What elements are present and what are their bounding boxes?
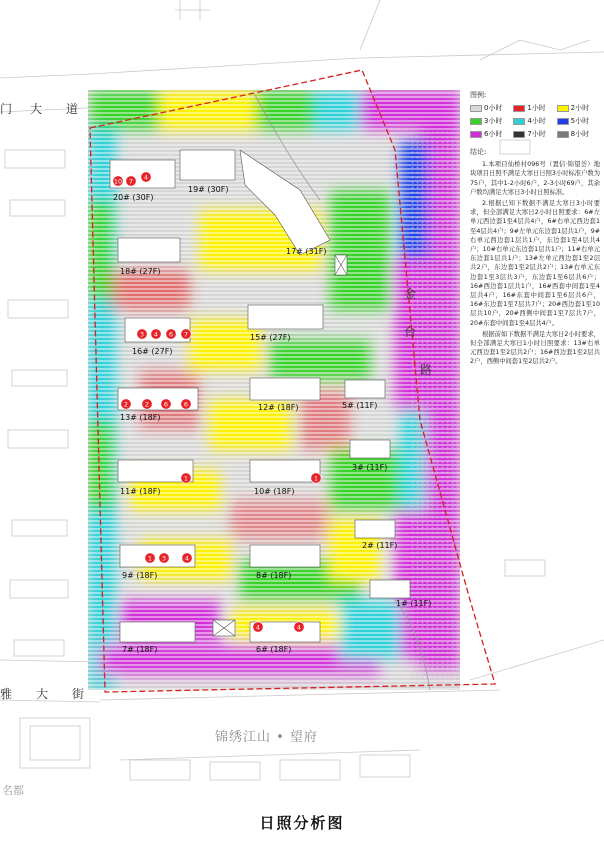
building-label-10: 10# (18F): [254, 487, 295, 496]
marker-b10-0: [311, 473, 321, 483]
marker-b6-1: [294, 622, 304, 632]
marker-b20-1: [126, 176, 136, 186]
road-bottom-1: 雅: [0, 687, 13, 701]
legend-item-4h: 4小时: [513, 116, 554, 126]
building-label-18: 18# (27F): [120, 267, 161, 276]
building-label-17: 17# (31F): [286, 247, 327, 256]
building-label-5: 5# (11F): [342, 401, 378, 410]
road-top-left-2: 道: [66, 102, 79, 116]
legend-swatch-3h: [470, 118, 482, 125]
legend-item-2h: 2小时: [557, 103, 598, 113]
road-right-1: 金: [404, 287, 417, 301]
building-label-19: 19# (30F): [188, 185, 229, 194]
svg-text:7: 7: [128, 177, 134, 186]
legend-swatch-4h: [513, 118, 525, 125]
svg-text:2: 2: [144, 400, 150, 409]
legend-title: 图例:: [470, 91, 487, 99]
svg-text:2: 2: [123, 400, 129, 409]
building-label-9: 9# (18F): [122, 571, 158, 580]
building-label-20: 20# (30F): [113, 193, 154, 202]
legend-item-1h: 1小时: [513, 103, 554, 113]
svg-text:1: 1: [183, 474, 189, 483]
svg-text:4: 4: [255, 623, 261, 632]
legend-swatch-5h: [557, 118, 569, 125]
legend-swatch-2h: [557, 105, 569, 112]
building-label-6: 6# (18F): [256, 645, 292, 654]
building-label-3: 3# (11F): [352, 463, 388, 472]
marker-b13-2: [161, 399, 171, 409]
marker-b16-0: [137, 329, 147, 339]
building-label-8: 8# (18F): [256, 571, 292, 580]
building-label-16: 16# (27F): [132, 347, 173, 356]
road-right-2: 台: [404, 325, 417, 339]
marker-b9-1: [159, 553, 169, 563]
legend-item-7h: 7小时: [513, 129, 554, 139]
building-label-15: 15# (27F): [250, 333, 291, 342]
building-label-13: 13# (18F): [120, 413, 161, 422]
building-label-7: 7# (18F): [122, 645, 158, 654]
conclusion-notes: [470, 148, 600, 369]
svg-text:4: 4: [153, 330, 159, 339]
svg-text:7: 7: [183, 330, 189, 339]
marker-b13-3: [181, 399, 191, 409]
building-label-1: 1# (11F): [396, 599, 432, 608]
building-label-12: 12# (18F): [258, 403, 299, 412]
svg-text:4: 4: [143, 173, 149, 182]
marker-b16-1: [151, 329, 161, 339]
svg-text:4: 4: [296, 623, 302, 632]
marker-b11-0: [181, 473, 191, 483]
neighbor-community-name: 锦绣江山 • 望府: [215, 730, 318, 745]
svg-text:6: 6: [183, 400, 189, 409]
legend: [470, 90, 598, 139]
road-top-left-1: 大: [30, 102, 43, 116]
marker-b13-0: [121, 399, 131, 409]
road-bottom-3: 街: [72, 687, 85, 701]
marker-b13-1: [142, 399, 152, 409]
svg-text:3: 3: [161, 554, 167, 563]
svg-text:1: 1: [147, 554, 153, 563]
marker-b9-0: [145, 553, 155, 563]
svg-text:3: 3: [139, 330, 145, 339]
road-bottom-2: 大: [36, 687, 49, 701]
notes-paragraph-2: 2.根据已知下数据不满足大寒日3小时要求，但全部满足大寒日2小时日照要求：6#左单元西边套1至4层共4户，6#右单元西边套1至4层共4户；9#左单元东边套1层共1户，9#右单元西边套1层共1户，东边套1至4层共4户；10#右单元东边套1层共1户；11#右单元东边套1层共1户；13#左单元西边套1至2层共2户，东边套1至2层共2户；13#右单元东边套1至3层共3户，东边套1至6层共6户；16#西边套1层共1户，16#西套中间套1至4层共4户，16#东套中间套1至6层共6户，16#东边套1至7层共7户；20#西边套1至10层共10户，20#西侧中间套1至7层共7户，20#东套中间套1至4层共4户。: [470, 200, 600, 327]
marker-b9-2: [182, 553, 192, 563]
legend-swatch-1h: [513, 105, 525, 112]
legend-item-3h: 3小时: [470, 116, 511, 126]
corner-text: 名都: [2, 784, 24, 797]
legend-item-8h: 8小时: [557, 129, 598, 139]
legend-item-6h: 6小时: [470, 129, 511, 139]
notes-paragraph-1: 1.本项目仙桥村096号（置信·锦望荟）地块项目日照不满足大寒日日照3小时标准户数为75户，其中1-2小时6户，2-3小时69户，其余户数均满足大寒日3小时日照标准。: [470, 161, 600, 196]
legend-item-0h: 0小时: [470, 103, 511, 113]
marker-b16-3: [181, 329, 191, 339]
svg-text:6: 6: [163, 400, 169, 409]
marker-b16-2: [166, 329, 176, 339]
building-label-11: 11# (18F): [120, 487, 161, 496]
notes-paragraph-3: 根据前如下数据不满足大寒日2小时要求，但全部满足大寒日1小时日照要求：13#右单元西边套1至2层共2户；16#西边套1至2层共2户，西侧中间套1至2层共2户。: [470, 330, 600, 366]
svg-text:1: 1: [313, 474, 319, 483]
marker-b6-0: [253, 622, 263, 632]
legend-swatch-8h: [557, 131, 569, 138]
legend-swatch-0h: [470, 105, 482, 112]
legend-swatch-7h: [513, 131, 525, 138]
marker-b20-0: [113, 176, 123, 186]
legend-item-5h: 5小时: [557, 116, 598, 126]
figure-title: 日照分析图: [259, 814, 345, 832]
road-right-3: 路: [420, 363, 433, 377]
svg-text:4: 4: [184, 554, 190, 563]
road-partial-left: 门: [0, 102, 13, 116]
marker-b20-2: [141, 172, 151, 182]
notes-title: 结论:: [470, 148, 487, 156]
legend-swatch-6h: [470, 131, 482, 138]
svg-text:10: 10: [113, 177, 123, 186]
legend-grid: [470, 103, 598, 139]
svg-text:6: 6: [168, 330, 174, 339]
building-label-2: 2# (11F): [362, 541, 398, 550]
